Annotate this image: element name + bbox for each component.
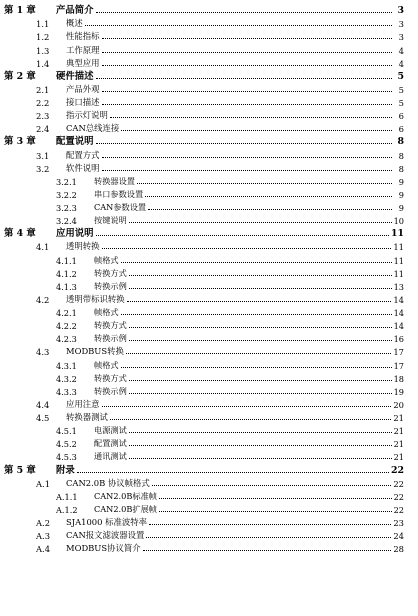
toc-entry-number: 4.3.3 xyxy=(56,386,77,397)
toc-page-number: 24 xyxy=(393,531,404,542)
toc-entry-number: 2.1 xyxy=(36,84,50,95)
toc-page-number: 10 xyxy=(393,216,404,227)
toc-page-number: 11 xyxy=(393,242,404,253)
toc-entry-title: 转换示例 xyxy=(94,280,127,291)
toc-section-entry[interactable] xyxy=(0,56,418,69)
toc-section-entry[interactable] xyxy=(0,423,418,436)
toc-entry-number: 2.4 xyxy=(36,124,50,135)
toc-dot-leader xyxy=(149,524,391,525)
toc-section-entry[interactable] xyxy=(0,266,418,279)
toc-section-entry[interactable] xyxy=(0,318,418,331)
toc-dot-leader xyxy=(102,248,392,249)
toc-page-number: 3 xyxy=(398,19,404,30)
toc-entry-number: 第 3 章 xyxy=(4,136,36,148)
toc-dot-leader xyxy=(129,458,392,459)
toc-section-entry[interactable] xyxy=(0,371,418,384)
toc-entry-number: 4.3 xyxy=(36,347,50,358)
toc-page-number: 18 xyxy=(393,373,404,384)
toc-page-number: 9 xyxy=(398,189,404,200)
toc-section-entry[interactable] xyxy=(0,449,418,462)
toc-entry-title: 串口参数设置 xyxy=(94,188,144,199)
toc-dot-leader xyxy=(127,301,392,302)
toc-entry-title: 应用注意 xyxy=(66,398,100,409)
toc-entry-number: 4.3.1 xyxy=(56,360,77,371)
toc-entry-number: 2.2 xyxy=(36,98,50,108)
toc-dot-leader xyxy=(102,91,393,92)
toc-page-number: 11 xyxy=(390,228,404,240)
toc-dot-leader xyxy=(159,498,392,499)
toc-dot-leader xyxy=(77,472,389,473)
toc-entry-number: 4.4 xyxy=(36,399,50,410)
toc-entry-title: 帧格式 xyxy=(94,359,119,370)
toc-page-number: 22 xyxy=(393,504,404,515)
toc-entry-title: 配置说明 xyxy=(56,136,94,148)
toc-page-number: 17 xyxy=(393,347,404,358)
toc-entry-title: 指示灯说明 xyxy=(66,110,108,121)
toc-section-entry[interactable] xyxy=(0,16,418,29)
toc-section-entry[interactable] xyxy=(0,82,418,95)
toc-entry-number: 4.2 xyxy=(36,294,50,305)
toc-page-number: 14 xyxy=(393,321,404,332)
toc-entry-title: 配置方式 xyxy=(66,149,100,160)
toc-dot-leader xyxy=(143,550,392,551)
toc-dot-leader xyxy=(152,485,392,486)
toc-section-entry[interactable] xyxy=(0,121,418,134)
toc-dot-leader xyxy=(102,170,393,171)
toc-entry-number: 3.2.1 xyxy=(56,176,77,187)
toc-section-entry[interactable] xyxy=(0,29,418,42)
toc-entry-title: 转换示例 xyxy=(94,385,127,396)
toc-entry-number: 2.3 xyxy=(36,111,50,122)
toc-dot-leader xyxy=(96,143,392,144)
toc-dot-leader xyxy=(121,314,392,315)
toc-page-number: 5 xyxy=(398,84,404,95)
toc-entry-title: CAN参数设置 xyxy=(94,202,147,212)
toc-page-number: 6 xyxy=(398,124,404,135)
toc-page-number: 5 xyxy=(397,70,404,82)
toc-entry-title: 转换方式 xyxy=(94,320,127,331)
toc-section-entry[interactable] xyxy=(0,187,418,200)
toc-entry-number: 4.5.1 xyxy=(56,426,77,437)
toc-page-number: 9 xyxy=(398,176,404,187)
toc-section-entry[interactable] xyxy=(0,213,418,226)
toc-dot-leader xyxy=(129,340,392,341)
toc-entry-number: A.3 xyxy=(36,531,51,542)
toc-page-number: 3 xyxy=(397,5,404,17)
toc-page-number: 4 xyxy=(398,58,404,69)
toc-page-number: 17 xyxy=(393,360,404,371)
toc-page-number: 11 xyxy=(393,268,404,279)
toc-section-entry[interactable] xyxy=(0,436,418,449)
toc-page-number: 21 xyxy=(393,413,404,423)
toc-entry-title: 工作原理 xyxy=(66,44,100,55)
toc-section-entry[interactable] xyxy=(0,476,418,489)
toc-dot-leader xyxy=(129,222,392,223)
toc-page-number: 11 xyxy=(393,255,404,266)
toc-page-number: 20 xyxy=(393,399,404,410)
toc-entry-title: 产品外观 xyxy=(66,83,100,94)
toc-dot-leader xyxy=(85,25,392,26)
toc-entry-title: 电源测试 xyxy=(94,425,127,436)
toc-entry-title: 接口描述 xyxy=(66,97,100,107)
toc-page-number: 21 xyxy=(393,439,404,450)
toc-entry-number: 1.3 xyxy=(36,45,50,56)
toc-entry-number: 1.2 xyxy=(36,32,50,43)
toc-section-entry[interactable] xyxy=(0,292,418,305)
toc-section-entry[interactable] xyxy=(0,174,418,187)
toc-dot-leader xyxy=(146,537,391,538)
toc-section-entry[interactable] xyxy=(0,410,418,423)
toc-entry-title: CAN2.0B标准帧 xyxy=(94,490,157,501)
toc-dot-leader xyxy=(102,104,393,105)
toc-entry-title: 应用说明 xyxy=(56,228,94,240)
toc-entry-number: 3.2.3 xyxy=(56,203,77,213)
toc-entry-title: 透明转换 xyxy=(66,241,100,252)
toc-section-entry[interactable] xyxy=(0,515,418,528)
toc-entry-number: 第 2 章 xyxy=(4,70,36,82)
toc-entry-title: 配置测试 xyxy=(94,438,127,449)
toc-section-entry[interactable] xyxy=(0,200,418,213)
toc-section-entry[interactable] xyxy=(0,397,418,410)
toc-entry-title: 概述 xyxy=(66,18,83,29)
toc-page-number: 8 xyxy=(397,136,404,148)
toc-entry-title: MODBUS转换 xyxy=(66,346,124,357)
toc-entry-number: 4.5.2 xyxy=(56,439,77,450)
toc-entry-title: 帧格式 xyxy=(94,307,119,317)
toc-page-number: 19 xyxy=(393,386,404,397)
toc-section-entry[interactable] xyxy=(0,384,418,397)
toc-dot-leader xyxy=(102,38,393,39)
toc-section-entry[interactable] xyxy=(0,279,418,292)
toc-entry-number: 4.1 xyxy=(36,242,50,253)
toc-dot-leader xyxy=(129,380,392,381)
toc-dot-leader xyxy=(159,511,392,512)
toc-dot-leader xyxy=(121,262,392,263)
toc-page-number: 16 xyxy=(393,334,404,345)
toc-entry-number: 4.1.1 xyxy=(56,255,77,266)
toc-entry-number: 4.3.2 xyxy=(56,373,77,384)
toc-page-number: 8 xyxy=(398,150,404,161)
toc-entry-title: MODBUS协议简介 xyxy=(66,543,141,554)
toc-entry-title: CAN2.0B扩展帧 xyxy=(94,503,157,514)
toc-entry-number: 4.2.2 xyxy=(56,321,77,332)
toc-dot-leader xyxy=(126,353,391,354)
toc-section-entry[interactable] xyxy=(0,489,418,502)
toc-entry-title: 硬件描述 xyxy=(56,70,94,82)
toc-dot-leader xyxy=(110,117,392,118)
toc-entry-title: 性能指标 xyxy=(66,31,100,42)
toc-entry-number: 1.1 xyxy=(36,19,50,30)
toc-entry-title: SJA1000 标准波特率 xyxy=(66,517,147,527)
toc-page-number: 23 xyxy=(393,518,404,528)
toc-dot-leader xyxy=(102,52,393,53)
toc-dot-leader xyxy=(129,445,392,446)
toc-entry-number: A.2 xyxy=(36,518,51,528)
toc-dot-leader xyxy=(96,235,389,236)
toc-entry-title: 转换器测试 xyxy=(66,412,108,422)
toc-chapter-entry[interactable] xyxy=(0,3,418,16)
toc-dot-leader xyxy=(110,419,391,420)
toc-dot-leader xyxy=(102,406,392,407)
toc-entry-number: A.1.2 xyxy=(56,504,78,515)
toc-dot-leader xyxy=(145,196,392,197)
toc-entry-number: 第 4 章 xyxy=(4,228,36,240)
toc-page-number: 3 xyxy=(398,32,404,43)
toc-entry-number: 4.2.1 xyxy=(56,308,77,318)
toc-section-entry[interactable] xyxy=(0,95,418,108)
toc-section-entry[interactable] xyxy=(0,344,418,357)
toc-dot-leader xyxy=(121,130,392,131)
toc-entry-title: 透明带标识转换 xyxy=(66,293,125,304)
toc-entry-title: 通讯测试 xyxy=(94,451,127,462)
toc-entry-number: 3.2 xyxy=(36,163,50,174)
toc-entry-number: 3.2.4 xyxy=(56,216,77,227)
toc-section-entry[interactable] xyxy=(0,252,418,265)
toc-page-number: 6 xyxy=(398,111,404,122)
toc-entry-title: 转换器设置 xyxy=(94,175,135,186)
toc-entry-number: 4.1.2 xyxy=(56,268,77,279)
toc-section-entry[interactable] xyxy=(0,147,418,160)
toc-entry-number: 4.1.3 xyxy=(56,281,77,292)
toc-page-number: 14 xyxy=(393,294,404,305)
toc-entry-number: 4.5 xyxy=(36,413,50,423)
toc-section-entry[interactable] xyxy=(0,108,418,121)
toc-dot-leader xyxy=(129,288,392,289)
toc-entry-title: 附录 xyxy=(56,464,75,476)
toc-entry-number: 第 5 章 xyxy=(4,464,36,476)
toc-page-number: 22 xyxy=(393,478,404,489)
toc-dot-leader xyxy=(148,209,392,210)
toc-page-number: 21 xyxy=(393,452,404,463)
toc-page-number: 22 xyxy=(393,491,404,502)
toc-entry-number: 4.5.3 xyxy=(56,452,77,463)
toc-section-entry[interactable] xyxy=(0,42,418,55)
toc-page-number: 21 xyxy=(393,426,404,437)
toc-dot-leader xyxy=(121,367,392,368)
toc-entry-title: CAN报文滤波器设置 xyxy=(66,530,145,541)
toc-page-number: 4 xyxy=(398,45,404,56)
toc-entry-number: A.4 xyxy=(36,544,51,555)
toc-section-entry[interactable] xyxy=(0,305,418,318)
toc-entry-title: 转换示例 xyxy=(94,333,127,344)
toc-entry-title: 按键说明 xyxy=(94,215,127,226)
toc-entry-number: 4.2.3 xyxy=(56,334,77,345)
toc-entry-number: 第 1 章 xyxy=(4,5,36,17)
toc-page-number: 13 xyxy=(393,281,404,292)
toc-section-entry[interactable] xyxy=(0,239,418,252)
toc-dot-leader xyxy=(96,78,392,79)
toc-entry-number: 3.1 xyxy=(36,150,50,161)
toc-entry-title: 转换方式 xyxy=(94,267,127,278)
toc-page-number: 22 xyxy=(390,464,404,476)
toc-dot-leader xyxy=(129,393,392,394)
toc-entry-title: 产品简介 xyxy=(56,5,94,17)
toc-entry-number: A.1.1 xyxy=(56,491,78,502)
toc-entry-number: 1.4 xyxy=(36,58,50,69)
toc-entry-title: 软件说明 xyxy=(66,162,100,173)
toc-chapter-entry[interactable] xyxy=(0,226,418,239)
toc-page-number: 8 xyxy=(398,163,404,174)
toc-entry-title: 帧格式 xyxy=(94,254,119,265)
toc-section-entry[interactable] xyxy=(0,161,418,174)
toc-page-number: 28 xyxy=(393,544,404,555)
toc-entry-number: 3.2.2 xyxy=(56,189,77,200)
toc-dot-leader xyxy=(102,65,393,66)
toc-chapter-entry[interactable] xyxy=(0,462,418,475)
toc-entry-title: CAN2.0B 协议帧格式 xyxy=(66,477,150,488)
toc-section-entry[interactable] xyxy=(0,331,418,344)
toc-dot-leader xyxy=(96,12,392,13)
toc-chapter-entry[interactable] xyxy=(0,134,418,147)
toc-page-number: 5 xyxy=(398,98,404,108)
toc-page-number: 9 xyxy=(398,203,404,213)
toc-entry-title: 典型应用 xyxy=(66,57,100,68)
toc-dot-leader xyxy=(137,183,392,184)
toc-page-number: 14 xyxy=(393,308,404,318)
toc-section-entry[interactable] xyxy=(0,541,418,554)
toc-entry-number: A.1 xyxy=(36,478,51,489)
toc-dot-leader xyxy=(102,157,393,158)
toc-section-entry[interactable] xyxy=(0,357,418,370)
toc-dot-leader xyxy=(129,275,392,276)
toc-section-entry[interactable] xyxy=(0,528,418,541)
toc-chapter-entry[interactable] xyxy=(0,69,418,82)
toc-entry-title: 转换方式 xyxy=(94,372,127,383)
toc-dot-leader xyxy=(129,327,392,328)
toc-entry-title: CAN总线连接 xyxy=(66,123,120,134)
toc-dot-leader xyxy=(129,432,392,433)
toc-section-entry[interactable] xyxy=(0,502,418,515)
